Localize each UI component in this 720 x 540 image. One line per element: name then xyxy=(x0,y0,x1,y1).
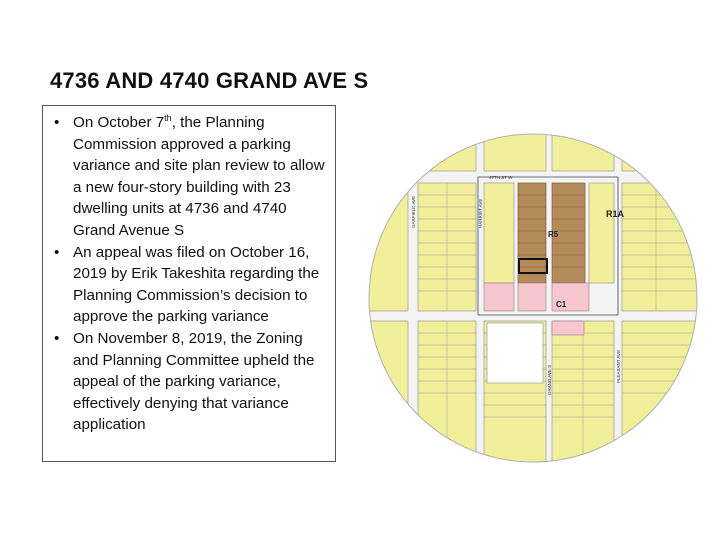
bullet-list xyxy=(53,112,329,436)
large-parcel xyxy=(487,323,543,383)
zone-label-r1a: R1A xyxy=(606,209,625,219)
bullet-item xyxy=(53,112,329,242)
bullet-text-rest: , the Planning Commission approved a parking variance and site plan review to allow a new four-story building with 23 dwelling units at 4736 and 4740 Grand Avenue S xyxy=(73,114,325,239)
bullet-marker: • xyxy=(54,243,60,261)
zone-label-r5: R5 xyxy=(548,230,559,239)
street-label-pleasant: PLEASANT AVE xyxy=(616,349,621,383)
ordinal-suffix: th xyxy=(164,112,172,123)
street-label-garfield: GARFIELD AVE xyxy=(411,195,416,228)
bullet-text: An appeal was filed on October 16, 2019 by Erik Takeshita regarding the Planning Commission’s decision to approve the parking variance xyxy=(73,243,320,326)
zoning-map xyxy=(368,133,698,463)
street-label-47th: 47TH ST W xyxy=(489,175,513,180)
bullet-item xyxy=(53,328,329,436)
bullet-marker: • xyxy=(54,114,60,131)
street-label-grand: GRAND AVE S xyxy=(547,364,552,395)
page-title: 4736 AND 4740 GRAND AVE S xyxy=(50,68,369,93)
street-label-harriet: HARRIET AVE xyxy=(478,198,483,228)
bullet-text: On November 8, 2019, the Zoning and Planning Committee upheld the appeal of the parking variance, effectively denying that variance application xyxy=(73,329,315,434)
bullet-marker: • xyxy=(54,329,60,347)
bullet-item xyxy=(53,242,329,328)
bullet-text-start: On October 7 xyxy=(73,114,165,131)
bullet-text-box xyxy=(42,105,336,462)
zone-label-c1: C1 xyxy=(556,300,567,309)
